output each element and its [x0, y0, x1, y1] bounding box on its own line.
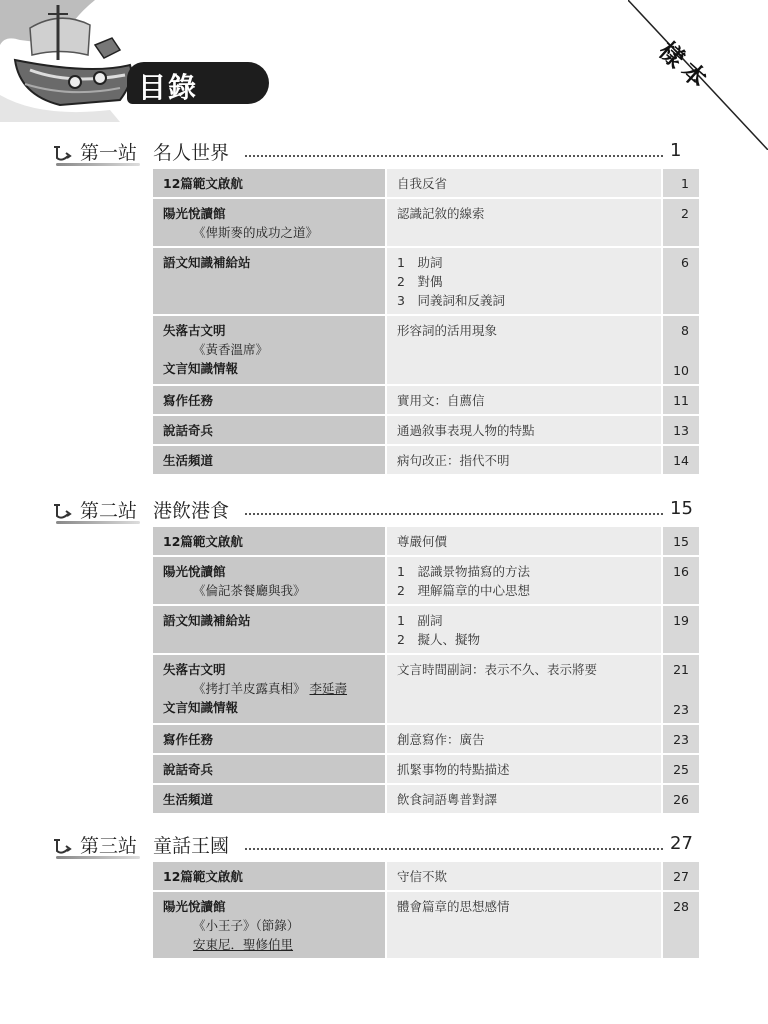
module-label: 陽光悅讀館 — [163, 206, 226, 221]
module-label-2: 文言知識情報 — [163, 700, 239, 715]
module-cell: 12篇範文啟航 — [153, 169, 385, 197]
topic-cell: 認識記敘的線索 — [385, 199, 661, 246]
toc-row[interactable] — [153, 446, 699, 474]
page-cell: 14 — [661, 446, 699, 474]
toc-row[interactable] — [153, 248, 699, 314]
module-sub: 《倫記茶餐廳與我》 — [193, 583, 306, 598]
topic-cell — [385, 557, 661, 604]
topic-line: 2 擬人、擬物 — [397, 632, 480, 647]
station-label: 第三站 — [80, 835, 138, 857]
page-cell: 11 — [661, 386, 699, 414]
module-cell — [153, 892, 385, 958]
module-cell: 說話奇兵 — [153, 755, 385, 783]
topic-cell: 飲食詞語粵普對譯 — [385, 785, 661, 813]
toc-row[interactable] — [153, 199, 699, 246]
section-2 — [0, 496, 768, 526]
page-number: 21 — [673, 662, 689, 677]
toc-row[interactable] — [153, 386, 699, 414]
page-cell: 1 — [661, 169, 699, 197]
toc-row[interactable] — [153, 785, 699, 813]
module-cell — [153, 557, 385, 604]
topic-line: 1 助詞 — [397, 255, 443, 270]
toc-row[interactable] — [153, 755, 699, 783]
module-label-2: 文言知識情報 — [163, 361, 239, 376]
module-cell — [153, 655, 385, 723]
section-3 — [0, 831, 768, 861]
topic-cell: 自我反省 — [385, 169, 661, 197]
anchor-icon — [50, 837, 76, 857]
module-cell: 生活頻道 — [153, 446, 385, 474]
toc-row[interactable] — [153, 862, 699, 890]
module-sub: 《小王子》（節錄） — [193, 918, 300, 933]
topic-cell: 尊嚴何價 — [385, 527, 661, 555]
section-theme: 童話王國 — [153, 835, 230, 857]
page-cell: 28 — [661, 892, 699, 958]
topic-cell: 形容詞的活用現象 — [385, 316, 661, 384]
topic-line: 3 同義詞和反義詞 — [397, 293, 505, 308]
toc-row[interactable] — [153, 606, 699, 653]
toc-row[interactable] — [153, 892, 699, 958]
module-label: 失落古文明 — [163, 662, 226, 677]
module-cell: 12篇範文啟航 — [153, 527, 385, 555]
station-label: 第一站 — [80, 142, 138, 164]
page-number-2: 23 — [673, 702, 689, 717]
page-cell: 13 — [661, 416, 699, 444]
topic-line: 1 副詞 — [397, 613, 443, 628]
module-sub — [163, 679, 375, 698]
module-sub: 《黃香溫席》 — [193, 342, 269, 357]
page-number: 8 — [681, 323, 689, 338]
topic-line: 2 理解篇章的中心思想 — [397, 583, 530, 598]
leader-dots — [245, 513, 663, 515]
page-cell: 15 — [661, 527, 699, 555]
topic-cell: 抓緊事物的特點描述 — [385, 755, 661, 783]
module-cell: 12篇範文啟航 — [153, 862, 385, 890]
toc-row[interactable] — [153, 416, 699, 444]
toc-row[interactable] — [153, 169, 699, 197]
station-label: 第二站 — [80, 500, 138, 522]
toc-table — [153, 860, 699, 960]
toc-row[interactable] — [153, 725, 699, 753]
topic-cell: 病句改正：指代不明 — [385, 446, 661, 474]
module-sub: 《俾斯麥的成功之道》 — [193, 225, 319, 240]
leader-dots — [245, 155, 663, 157]
module-cell: 寫作任務 — [153, 725, 385, 753]
topic-line: 2 對偶 — [397, 274, 443, 289]
module-cell: 語文知識補給站 — [153, 606, 385, 653]
sample-stamp: 樣本 — [653, 35, 718, 98]
module-sub-title: 《拷打羊皮露真相》 — [193, 681, 306, 696]
section-header[interactable] — [0, 831, 768, 861]
anchor-icon — [50, 502, 76, 522]
topic-cell — [385, 248, 661, 314]
toc-row[interactable] — [153, 316, 699, 384]
author-name: 安東尼．聖修伯里 — [193, 937, 294, 952]
toc-row[interactable] — [153, 557, 699, 604]
module-cell: 說話奇兵 — [153, 416, 385, 444]
page-title: 目錄 — [138, 71, 199, 104]
topic-cell: 實用文：自薦信 — [385, 386, 661, 414]
toc-table — [153, 167, 699, 476]
module-cell: 寫作任務 — [153, 386, 385, 414]
section-page: 27 — [670, 833, 693, 854]
topic-cell: 守信不欺 — [385, 862, 661, 890]
module-label: 失落古文明 — [163, 323, 226, 338]
page-cell: 16 — [661, 557, 699, 604]
page-cell: 23 — [661, 725, 699, 753]
section-page: 15 — [670, 498, 693, 519]
topic-line: 1 認識景物描寫的方法 — [397, 564, 530, 579]
section-theme: 名人世界 — [153, 142, 230, 164]
author-name: 李延壽 — [309, 681, 348, 696]
section-page: 1 — [670, 140, 682, 161]
topic-cell: 文言時間副詞：表示不久、表示將要 — [385, 655, 661, 723]
toc-table — [153, 525, 699, 815]
page-cell: 2 — [661, 199, 699, 246]
page-cell — [661, 316, 699, 384]
module-cell: 生活頻道 — [153, 785, 385, 813]
module-cell — [153, 199, 385, 246]
page-cell: 27 — [661, 862, 699, 890]
topic-cell — [385, 606, 661, 653]
page-number-2: 10 — [673, 363, 689, 378]
module-cell: 語文知識補給站 — [153, 248, 385, 314]
topic-cell: 創意寫作：廣告 — [385, 725, 661, 753]
page-cell: 26 — [661, 785, 699, 813]
section-header[interactable] — [0, 138, 768, 168]
leader-dots — [245, 848, 663, 850]
toc-row[interactable] — [153, 655, 699, 723]
page-cell: 19 — [661, 606, 699, 653]
page-cell: 25 — [661, 755, 699, 783]
module-cell — [153, 316, 385, 384]
page-cell — [661, 655, 699, 723]
section-theme: 港飲港食 — [153, 500, 230, 522]
anchor-icon — [50, 144, 76, 164]
section-header[interactable] — [0, 496, 768, 526]
page-cell: 6 — [661, 248, 699, 314]
topic-cell: 體會篇章的思想感情 — [385, 892, 661, 958]
module-label: 陽光悅讀館 — [163, 899, 226, 914]
section-1 — [0, 138, 768, 168]
topic-cell: 通過敘事表現人物的特點 — [385, 416, 661, 444]
module-label: 陽光悅讀館 — [163, 564, 226, 579]
toc-row[interactable] — [153, 527, 699, 555]
